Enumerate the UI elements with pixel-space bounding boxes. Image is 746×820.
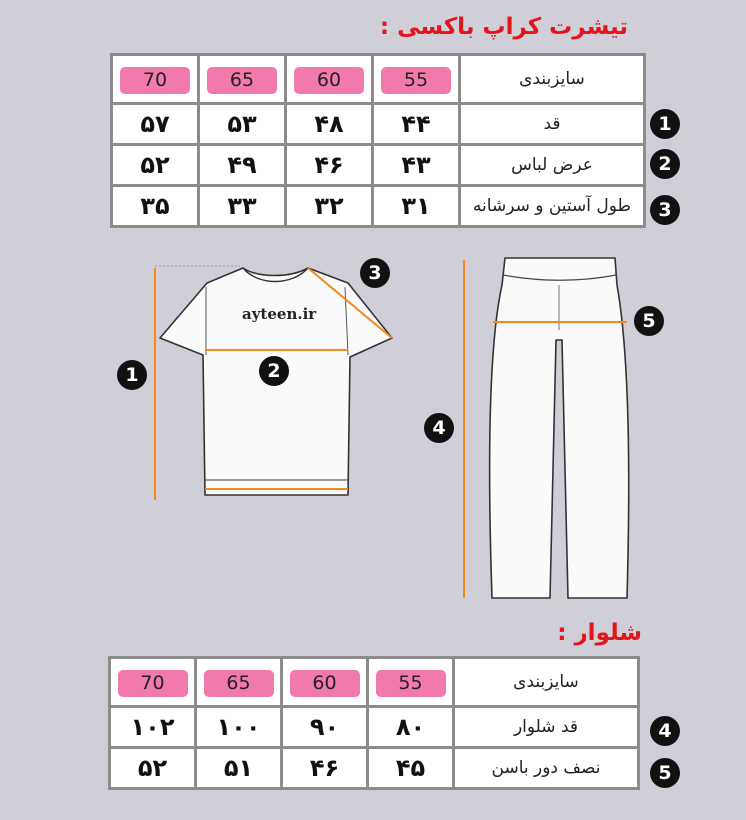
value-cell: ۴۶ [283, 749, 366, 787]
size-pill: 55 [381, 67, 451, 94]
value-cell: ۵۱ [197, 749, 280, 787]
size-pill: 55 [376, 670, 446, 697]
badge-4: 4 [424, 413, 454, 443]
pants-drawing [490, 258, 629, 598]
table-row [111, 659, 637, 705]
size-cell [369, 659, 452, 705]
value-cell: ۱۰۰ [197, 708, 280, 746]
row-label: قد شلوار [455, 708, 637, 746]
pants-size-table [108, 656, 640, 790]
value-cell: ۸۰ [369, 708, 452, 746]
badge-5: 5 [650, 758, 680, 788]
size-header-label: سایزبندی [461, 56, 643, 102]
shirt-title: تیشرت کراپ باکسی : [379, 14, 628, 40]
value-cell: ۱۰۲ [111, 708, 194, 746]
value-cell: ۴۴ [374, 105, 458, 143]
row-label: نصف دور باسن [455, 749, 637, 787]
row-label: عرض لباس [461, 146, 643, 184]
value-cell: ۹۰ [283, 708, 366, 746]
size-pill: 65 [204, 670, 274, 697]
value-cell: ۳۲ [287, 187, 371, 225]
badge-2: 2 [259, 356, 289, 386]
badge-3: 3 [360, 258, 390, 288]
table-row [111, 749, 637, 787]
value-cell: ۴۸ [287, 105, 371, 143]
badge-4: 4 [650, 716, 680, 746]
size-pill: 70 [120, 67, 190, 94]
value-cell: ۳۵ [113, 187, 197, 225]
size-pill: 60 [294, 67, 364, 94]
value-cell: ۴۹ [200, 146, 284, 184]
size-cell [283, 659, 366, 705]
value-cell: ۵۲ [111, 749, 194, 787]
badge-3: 3 [650, 195, 680, 225]
size-pill: 60 [290, 670, 360, 697]
value-cell: ۵۳ [200, 105, 284, 143]
value-cell: ۴۶ [287, 146, 371, 184]
value-cell: ۴۳ [374, 146, 458, 184]
value-cell: ۳۳ [200, 187, 284, 225]
size-cell [111, 659, 194, 705]
size-pill: 70 [118, 670, 188, 697]
value-cell: ۴۵ [369, 749, 452, 787]
size-pill: 65 [207, 67, 277, 94]
badge-5: 5 [634, 306, 664, 336]
table-row [111, 708, 637, 746]
row-label: طول آستین و سرشانه [461, 187, 643, 225]
pants-title: شلوار : [557, 620, 642, 646]
row-label: قد [461, 105, 643, 143]
size-cell [197, 659, 280, 705]
value-cell: ۵۲ [113, 146, 197, 184]
size-header-label: سایزبندی [455, 659, 637, 705]
value-cell: ۵۷ [113, 105, 197, 143]
badge-1: 1 [117, 360, 147, 390]
brand-label: ayteen.ir [242, 305, 317, 323]
badge-1: 1 [650, 109, 680, 139]
value-cell: ۳۱ [374, 187, 458, 225]
badge-2: 2 [650, 149, 680, 179]
